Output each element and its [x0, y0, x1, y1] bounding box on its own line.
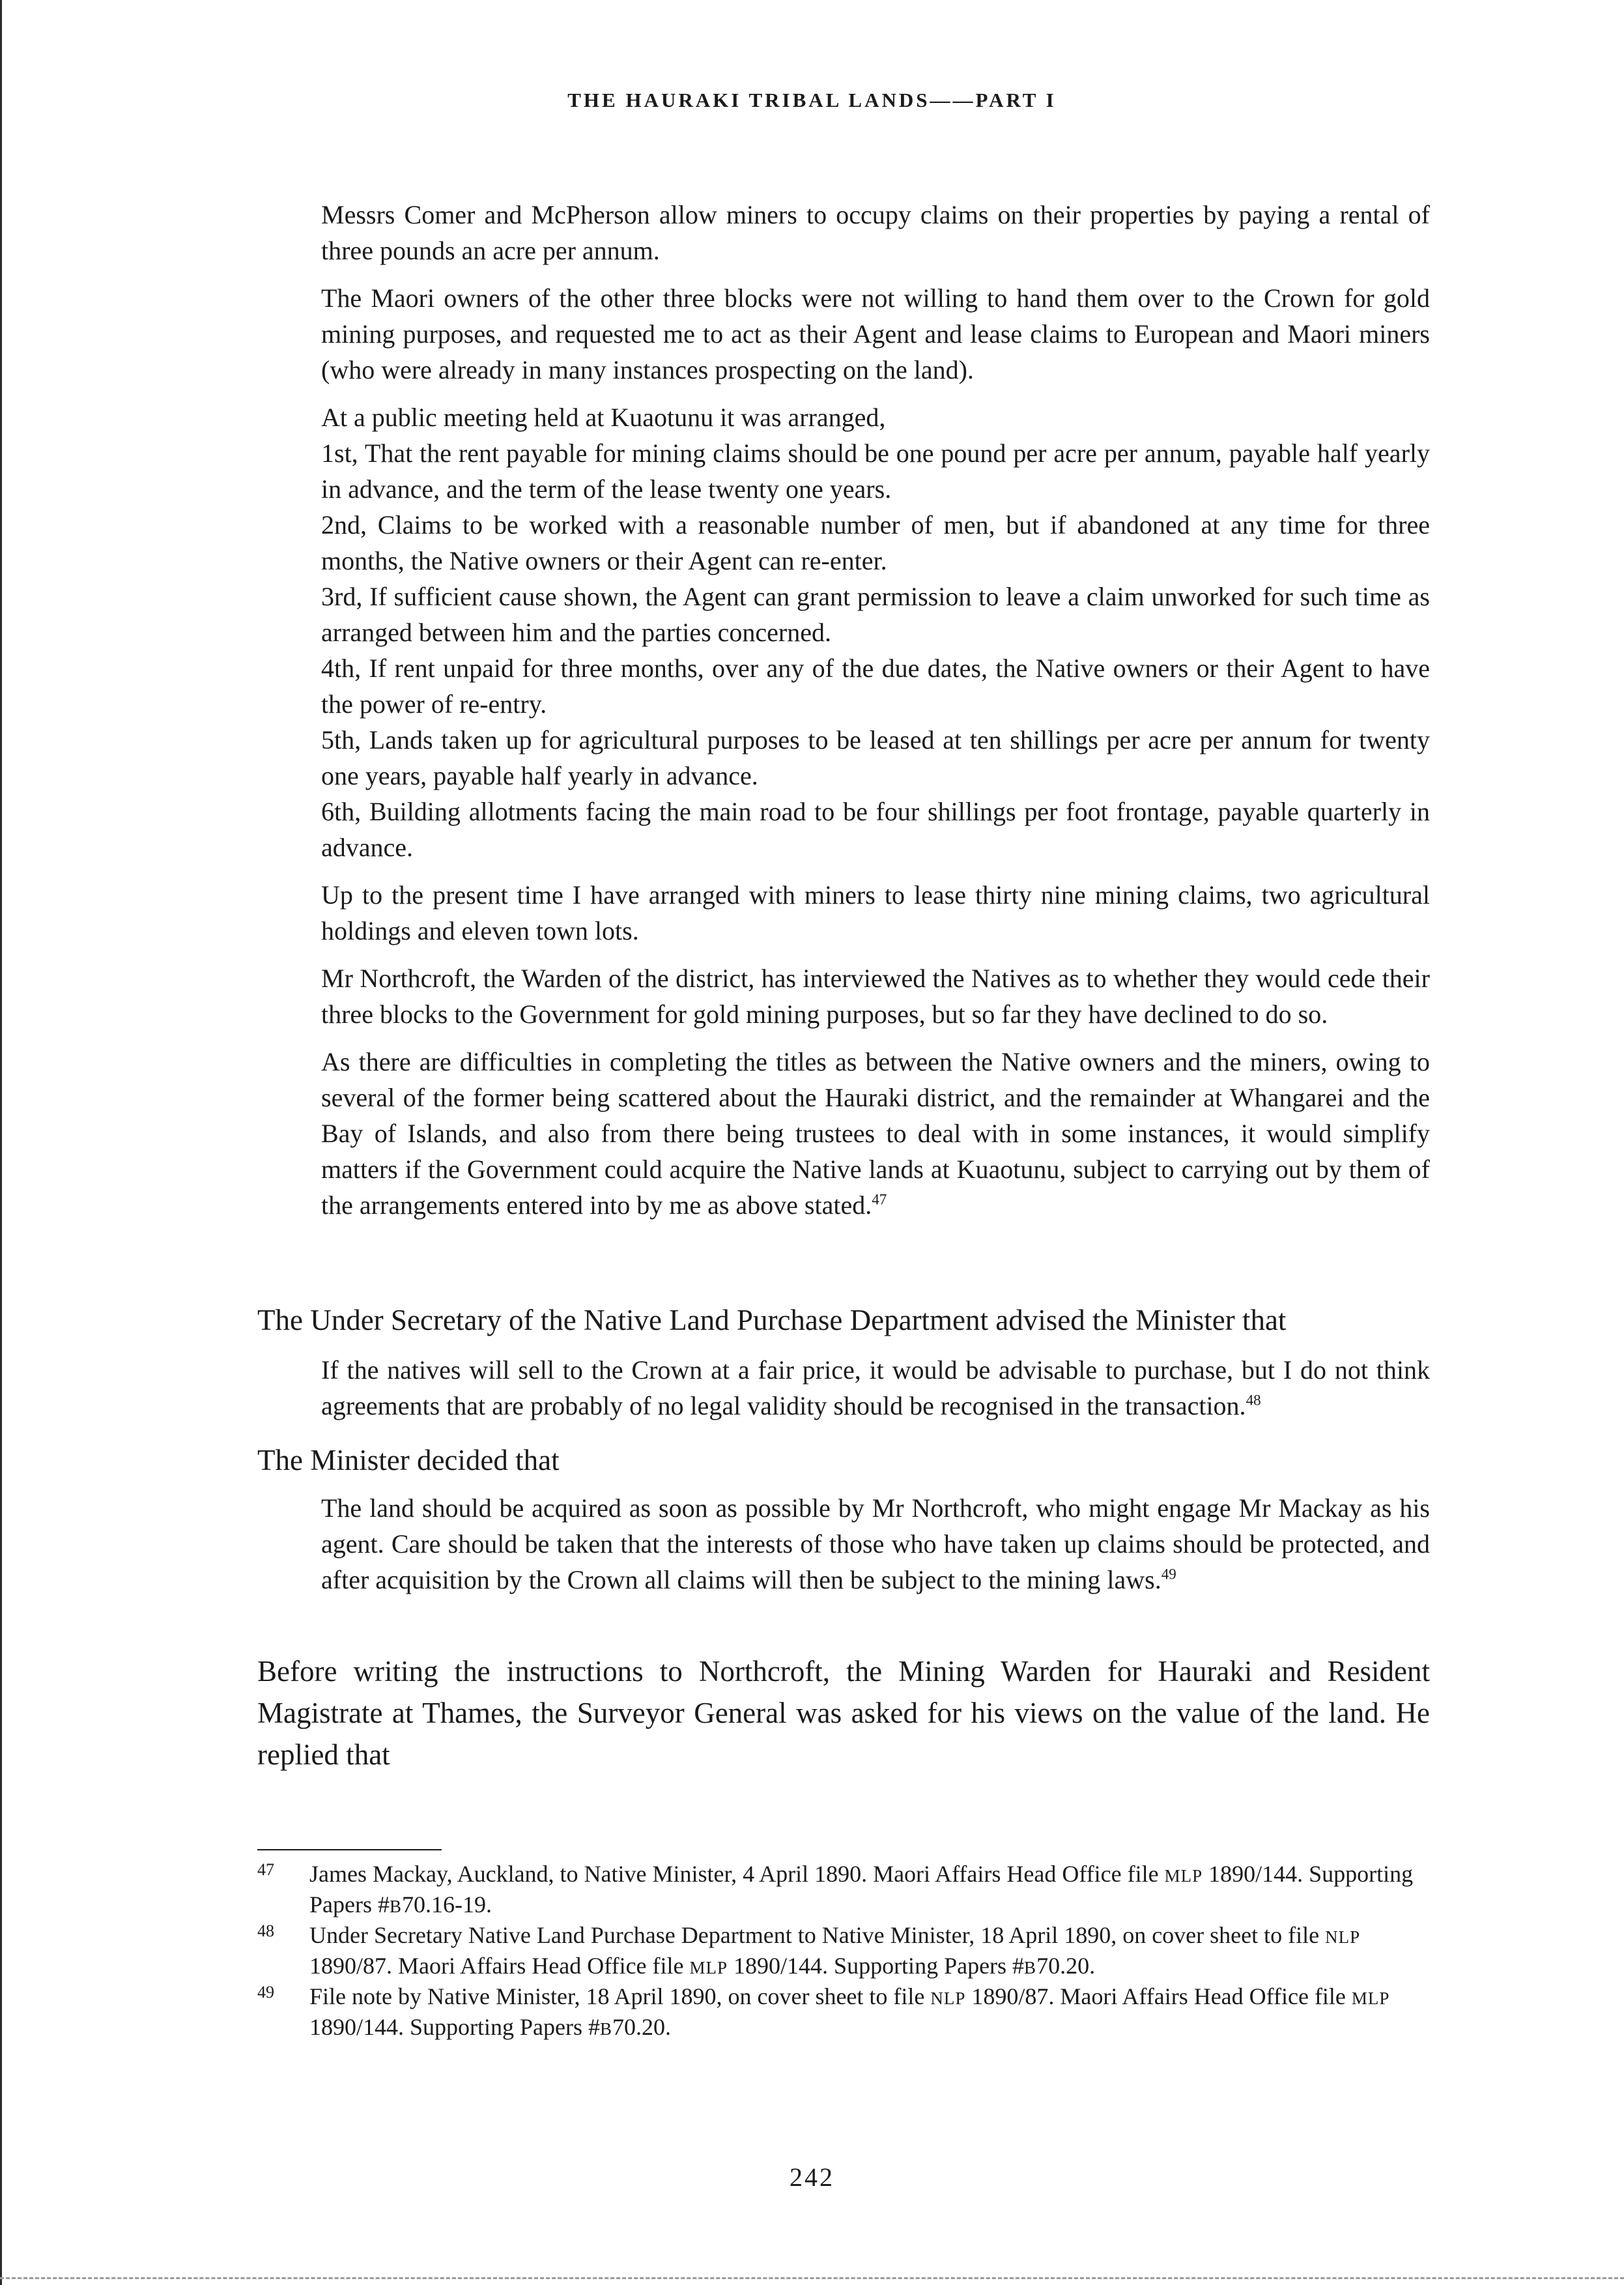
footnote-number: 48: [257, 1921, 274, 1940]
quote-paragraph: [321, 1044, 1430, 1223]
page-left-edge: [0, 0, 2, 2285]
arrangement-item: 4th, If rent unpaid for three months, over any of the due dates, the Native owners or their Agent to have the power of re-entry.: [321, 654, 1430, 719]
footnote-text: 70.20.: [612, 2014, 672, 2040]
footnote-marker: 49: [1161, 1566, 1176, 1583]
footnote-text: Under Secretary Native Land Purchase Department to Native Minister, 18 April 1890, on cover sheet to file: [309, 1922, 1326, 1948]
footnote-divider: [257, 1849, 442, 1850]
footnote-smallcaps: NLP: [1325, 1927, 1361, 1947]
footnote-smallcaps: B: [1024, 1958, 1037, 1977]
footnote-smallcaps: MLP: [1351, 1989, 1390, 2008]
arrangement-item: 6th, Building allotments facing the main road to be four shillings per foot frontage, payable quarterly in advance.: [321, 797, 1430, 862]
arrangement-item: 3rd, If sufficient cause shown, the Agent can grant permission to leave a claim unworked for such time as arranged between him and the parties concerned.: [321, 582, 1430, 647]
footnote-number: 47: [257, 1860, 274, 1879]
footnote-smallcaps: B: [389, 1897, 402, 1916]
quote-paragraph: Mr Northcroft, the Warden of the district, has interviewed the Natives as to whether they would cede their three blocks to the Government for gold mining purposes, but so far they have declined to do so.: [321, 964, 1430, 1029]
footnote-text: 1890/144. Supporting Papers #: [309, 1861, 1414, 1918]
footnote-marker: 48: [1246, 1392, 1261, 1409]
footnote-text: 1890/87. Maori Affairs Head Office file: [965, 1983, 1352, 2009]
footnote-text: 70.16-19.: [402, 1891, 492, 1918]
footnote-text: 70.20.: [1036, 1953, 1096, 1979]
body-paragraph: Before writing the instructions to Northcroft, the Mining Warden for Hauraki and Resident Magistrate at Thames, the Surveyor General was asked for his views on the value of the land. He replied that: [257, 1655, 1430, 1771]
body-paragraph: The Under Secretary of the Native Land Purchase Department advised the Minister that: [257, 1304, 1287, 1336]
footnote-text: 1890/144. Supporting Papers #: [728, 1953, 1025, 1979]
quote-paragraph: At a public meeting held at Kuaotunu it was arranged,: [321, 403, 886, 432]
page-bottom-edge: [0, 2277, 1624, 2279]
arrangement-item: 2nd, Claims to be worked with a reasonable number of men, but if abandoned at any time for three months, the Native owners or their Agent can re-enter.: [321, 510, 1430, 575]
footnote-text: File note by Native Minister, 18 April 1890, on cover sheet to file: [309, 1983, 931, 2009]
footnote-number: 49: [257, 1983, 274, 2002]
footnote-smallcaps: B: [600, 2019, 613, 2039]
quote-text: As there are difficulties in completing the titles as between the Native owners and the miners, owing to several of the former being scattered about the Hauraki district, and the remainder at Whangarei and the Bay of Islands, and also from there being trustees to deal with in some instances, it would simplify matters if the Government could acquire the Native lands at Kuaotunu, subject to carrying out by them of the arrangements entered into by me as above stated.: [321, 1047, 1430, 1220]
footnote-smallcaps: NLP: [930, 1989, 966, 2008]
footnote-marker: 47: [872, 1191, 887, 1208]
quote-paragraph: Up to the present time I have arranged with miners to lease thirty nine mining claims, two agricultural holdings and eleven town lots.: [321, 880, 1430, 945]
quote-text: The land should be acquired as soon as possible by Mr Northcroft, who might engage Mr Mackay as his agent. Care should be taken that the interests of those who have taken up claims should be protected, and after acquisition by the Crown all claims will then be subject to the mining laws.: [321, 1493, 1430, 1594]
footnote-smallcaps: MLP: [689, 1958, 728, 1977]
footnotes: [257, 1860, 1430, 2043]
block-quote-mackay-letter: [321, 197, 1430, 1223]
block-quote-under-secretary: [321, 1352, 1430, 1424]
page-number: 242: [790, 2163, 834, 2192]
quote-paragraph: Messrs Comer and McPherson allow miners to occupy claims on their properties by paying a rental of three pounds an acre per annum.: [321, 200, 1430, 265]
arrangement-item: 1st, That the rent payable for mining claims should be one pound per acre per annum, payable half yearly in advance, and the term of the lease twenty one years.: [321, 438, 1430, 504]
footnote-text: 1890/144. Supporting Papers #: [309, 2014, 600, 2040]
quote-paragraph: [321, 1352, 1430, 1424]
quote-paragraph: [321, 1490, 1430, 1598]
quote-text: If the natives will sell to the Crown at a fair price, it would be advisable to purchase, but I do not think agreements that are probably of no legal validity should be recognised in the transaction.: [321, 1355, 1430, 1420]
body-paragraph: The Minister decided that: [257, 1444, 560, 1476]
quote-paragraph: The Maori owners of the other three blocks were not willing to hand them over to the Crown for gold mining purposes, and requested me to act as their Agent and lease claims to European and Maori miners (who were already in many instances prospecting on the land).: [321, 283, 1430, 384]
footnote-item: [257, 1860, 1430, 1921]
running-head: THE HAURAKI TRIBAL LANDS——PART I: [567, 89, 1057, 111]
footnote-item: [257, 1921, 1430, 1982]
block-quote-minister: [321, 1490, 1430, 1598]
arrangement-item: 5th, Lands taken up for agricultural purposes to be leased at ten shillings per acre per annum for twenty one years, payable half yearly in advance.: [321, 725, 1430, 790]
footnote-item: [257, 1982, 1430, 2043]
footnote-smallcaps: MLP: [1164, 1866, 1203, 1886]
footnote-text: James Mackay, Auckland, to Native Minister, 4 April 1890. Maori Affairs Head Office file: [309, 1861, 1165, 1887]
footnote-text: 1890/87. Maori Affairs Head Office file: [309, 1953, 690, 1979]
